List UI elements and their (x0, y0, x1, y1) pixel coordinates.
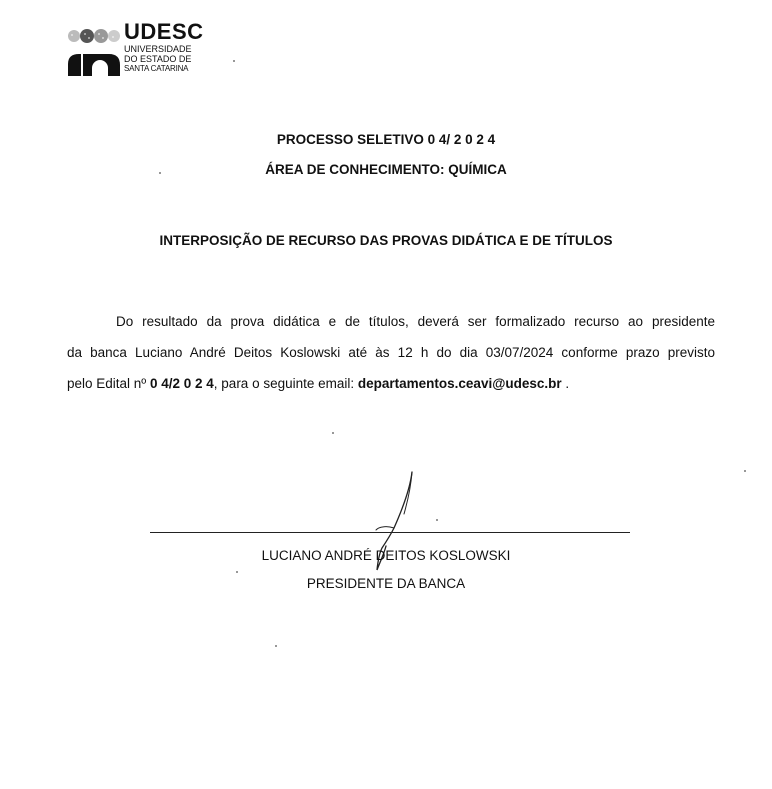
logo-title: UDESC (124, 19, 204, 44)
edital-prefix: pelo Edital nº (67, 376, 150, 391)
line-end: . (561, 376, 570, 391)
document-subject: INTERPOSIÇÃO DE RECURSO DAS PROVAS DIDÁTICA E DE TÍTULOS (159, 233, 613, 248)
scan-speck (236, 571, 238, 573)
udesc-logo (67, 19, 217, 80)
scan-speck (436, 519, 438, 521)
knowledge-area: ÁREA DE CONHECIMENTO: QUÍMICA (265, 162, 507, 177)
signatory-role: PRESIDENTE DA BANCA (306, 576, 466, 591)
process-title: PROCESSO SELETIVO 0 4/ 2 0 2 4 (276, 132, 496, 147)
scan-speck (275, 645, 277, 647)
scan-speck (332, 432, 334, 434)
body-line-2: da banca Luciano André Deitos Koslowski até às 12 h do dia 03/07/2024 conforme prazo previsto (67, 345, 715, 360)
contact-email: departamentos.ceavi@udesc.br (357, 376, 562, 391)
logo-line-1: UNIVERSIDADE (124, 44, 192, 54)
logo-line-3: SANTA CATARINA (124, 64, 189, 73)
handwritten-signature-icon (366, 470, 426, 580)
scan-speck (744, 470, 746, 472)
logo-line-2: DO ESTADO DE (124, 54, 192, 64)
udesc-emblem-icon (67, 24, 121, 78)
body-line-1: Do resultado da prova didática e de títulos, deverá ser formalizado recurso ao presidente (116, 314, 715, 329)
scan-speck (233, 60, 235, 62)
edital-number: 0 4/2 0 2 4 (149, 376, 214, 391)
signatory-name: LUCIANO ANDRÉ DEITOS KOSLOWSKI (261, 548, 511, 563)
body-line-3 (67, 376, 715, 391)
email-prefix: , para o seguinte email: (213, 376, 358, 391)
scan-speck (159, 172, 161, 174)
